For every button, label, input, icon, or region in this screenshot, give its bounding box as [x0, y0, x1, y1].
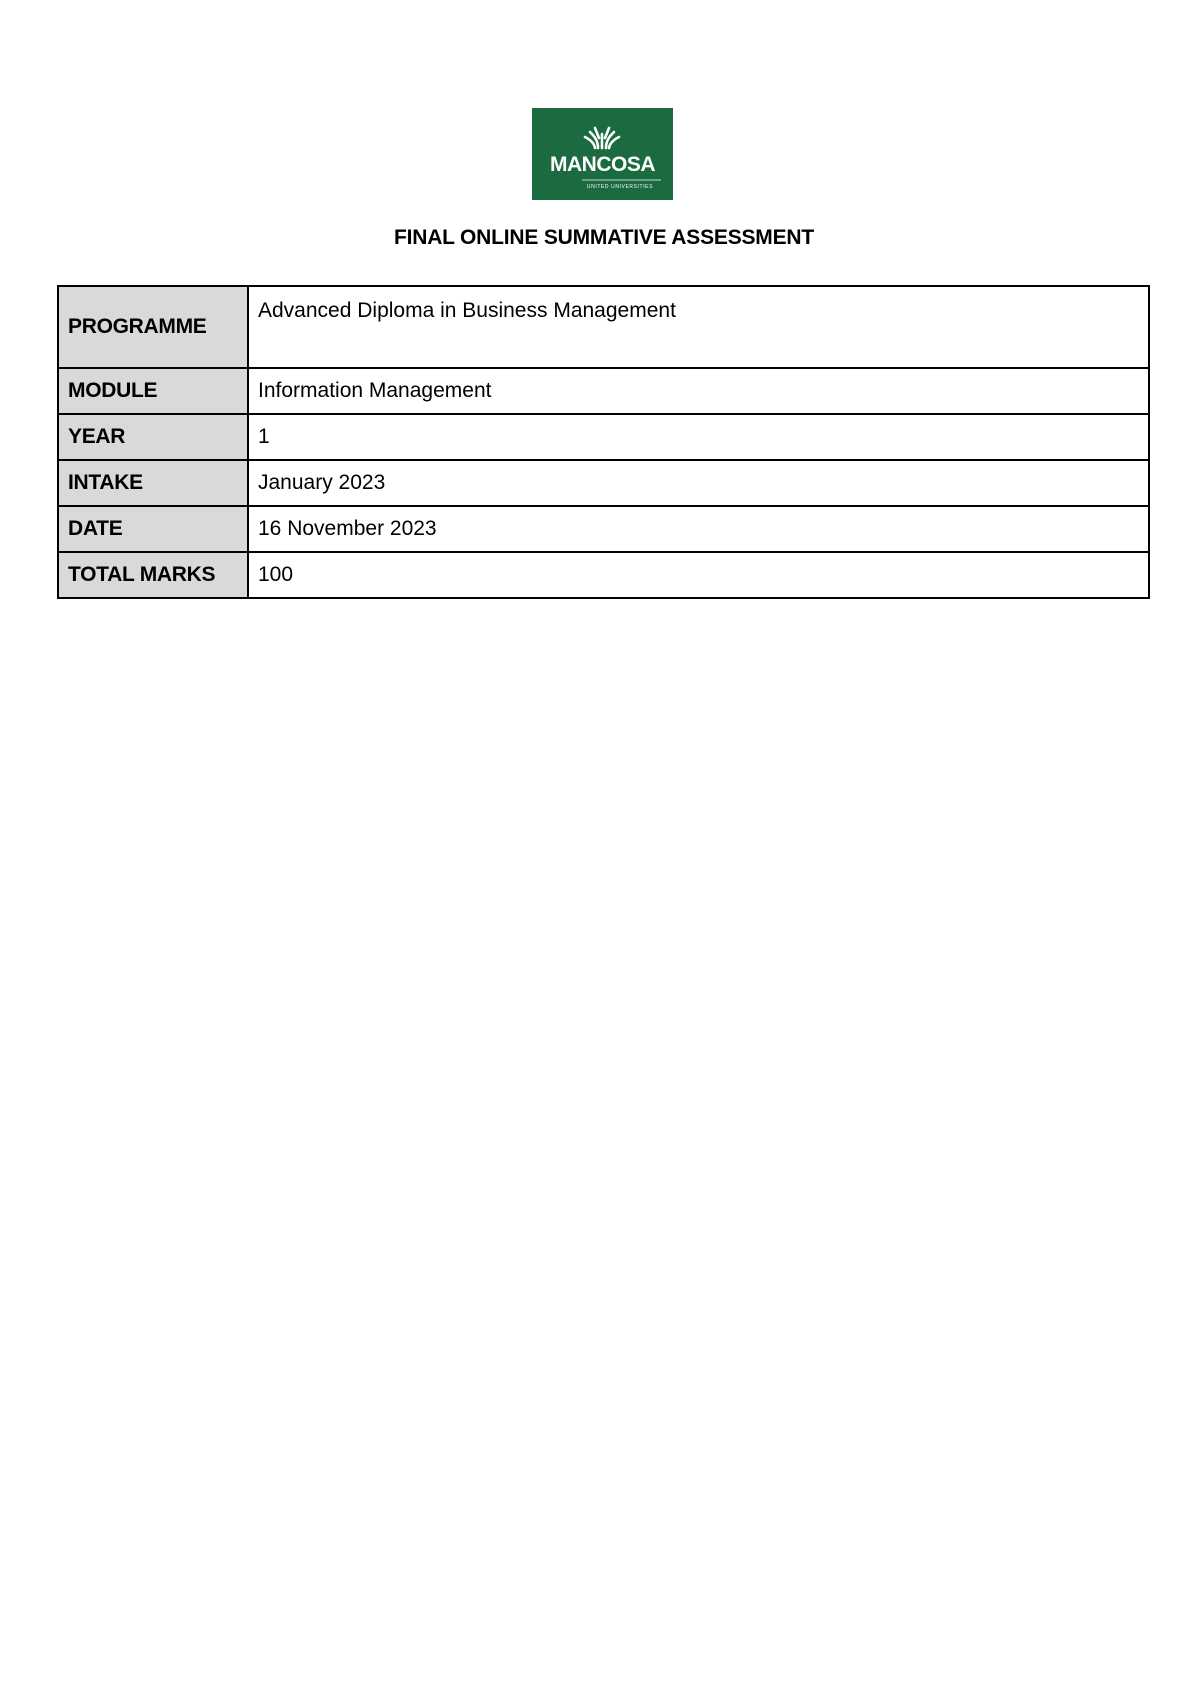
year-label: YEAR [58, 414, 248, 460]
programme-value: Advanced Diploma in Business Management [248, 286, 1149, 368]
table-row [58, 286, 1149, 368]
date-value: 16 November 2023 [248, 506, 1149, 552]
date-label: DATE [58, 506, 248, 552]
table-row [58, 506, 1149, 552]
total-marks-value: 100 [248, 552, 1149, 598]
logo-tagline: UNITED UNIVERSITIES [586, 184, 654, 190]
module-value: Information Management [248, 368, 1149, 414]
programme-label: PROGRAMME [58, 286, 248, 368]
intake-value: January 2023 [248, 460, 1149, 506]
intake-label: INTAKE [58, 460, 248, 506]
document-title: FINAL ONLINE SUMMATIVE ASSESSMENT [393, 226, 815, 249]
year-value: 1 [248, 414, 1149, 460]
total-marks-label: TOTAL MARKS [58, 552, 248, 598]
logo-wordmark: MANCOSA [550, 153, 655, 176]
table-row [58, 414, 1149, 460]
table-row [58, 552, 1149, 598]
assessment-info-table [57, 285, 1150, 599]
table-row [58, 368, 1149, 414]
table-row [58, 460, 1149, 506]
mancosa-logo [532, 108, 673, 200]
module-label: MODULE [58, 368, 248, 414]
